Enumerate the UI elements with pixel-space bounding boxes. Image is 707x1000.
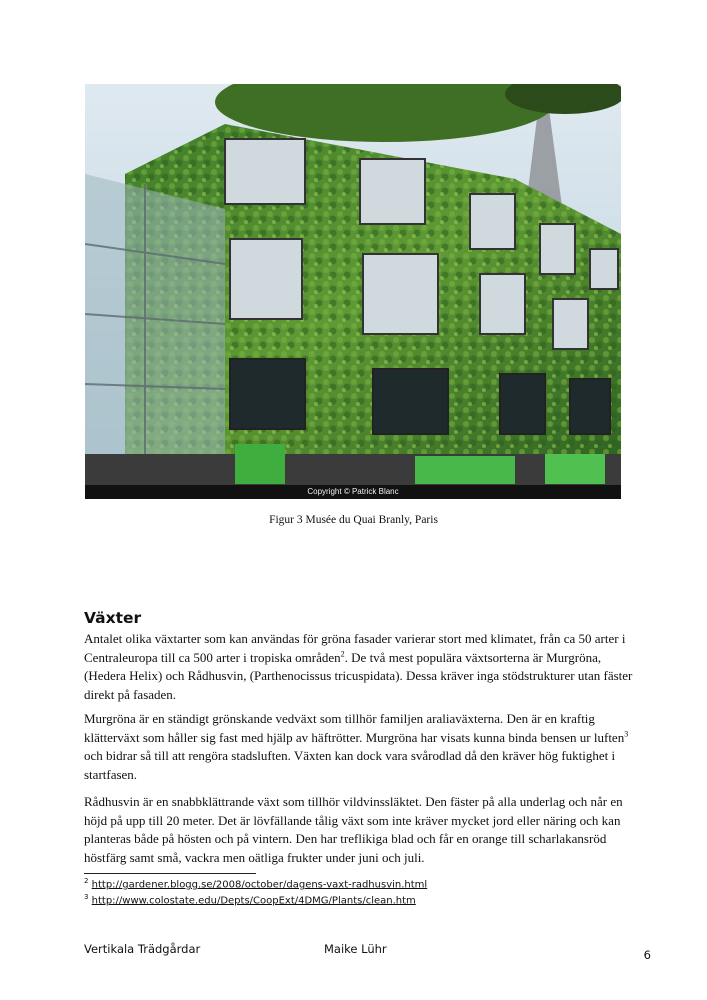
paragraph-2-text-b: och bidrar så till att rengöra stadsluften. Växten kan dock vara svårodlad då den kräver hög fuktighet i startfasen.	[84, 748, 616, 782]
figure-caption: Figur 3 Musée du Quai Branly, Paris	[269, 514, 438, 526]
footnote-divider	[84, 873, 256, 874]
footnote-number: 3	[84, 893, 89, 901]
paragraph-1	[84, 630, 636, 704]
photo-credit: Copyright © Patrick Blanc	[85, 485, 621, 499]
footnote-2	[84, 877, 427, 890]
footer-title: Vertikala Trädgårdar	[84, 942, 201, 956]
footer-author: Maike Lühr	[324, 942, 387, 956]
footnote-link[interactable]: http://www.colostate.edu/Depts/CoopExt/4DMG/Plants/clean.htm	[91, 895, 416, 907]
footnote-3	[84, 893, 416, 906]
footnote-link[interactable]: http://gardener.blogg.se/2008/october/dagens-vaxt-radhusvin.html	[91, 879, 428, 891]
paragraph-1-text-b: . De två mest populära växtsorterna är Murgröna, (Hedera Helix) och Rådhusvin, (Parthenocissus tricuspidata). Dessa kräver inga stödstrukturer utan fäster direkt på fasaden.	[84, 649, 633, 702]
footnote-ref-2[interactable]: 2	[340, 649, 345, 659]
paragraph-2	[84, 710, 636, 784]
paragraph-2-text-a: Murgröna är en ständigt grönskande vedväxt som tillhör familjen araliaväxterna. Den är en kraftig klätterväxt som håller sig fast med hjälp av häftrötter. Murgröna har visats kunna binda bensen ur luften	[84, 711, 625, 745]
green-wall-photo	[85, 84, 621, 499]
figure-photo	[85, 84, 621, 499]
paragraph-3: Rådhusvin är en snabbklättrande växt som tillhör vildvinssläktet. Den fäster på alla underlag och når en höjd på upp till 20 meter. Det är lövfällande tålig växt som inte kräver mycket jord eller näring och kan planteras både på hösten och på vintern. Den har treflikiga blad och får en orange till scharlakansröd höstfärg samt små, vackra men oätliga frukter under juni och juli.	[84, 794, 623, 865]
paragraph-1-text-a: Antalet olika växtarter som kan användas för gröna fasader varierar stort med klimatet, från ca 50 arter i Centraleuropa till ca 500 arter i tropiska områden	[84, 631, 626, 665]
footnote-number: 2	[84, 877, 89, 885]
footnote-ref-3[interactable]: 3	[624, 729, 629, 739]
page-number: 6	[643, 948, 651, 962]
section-heading: Växter	[84, 609, 142, 627]
